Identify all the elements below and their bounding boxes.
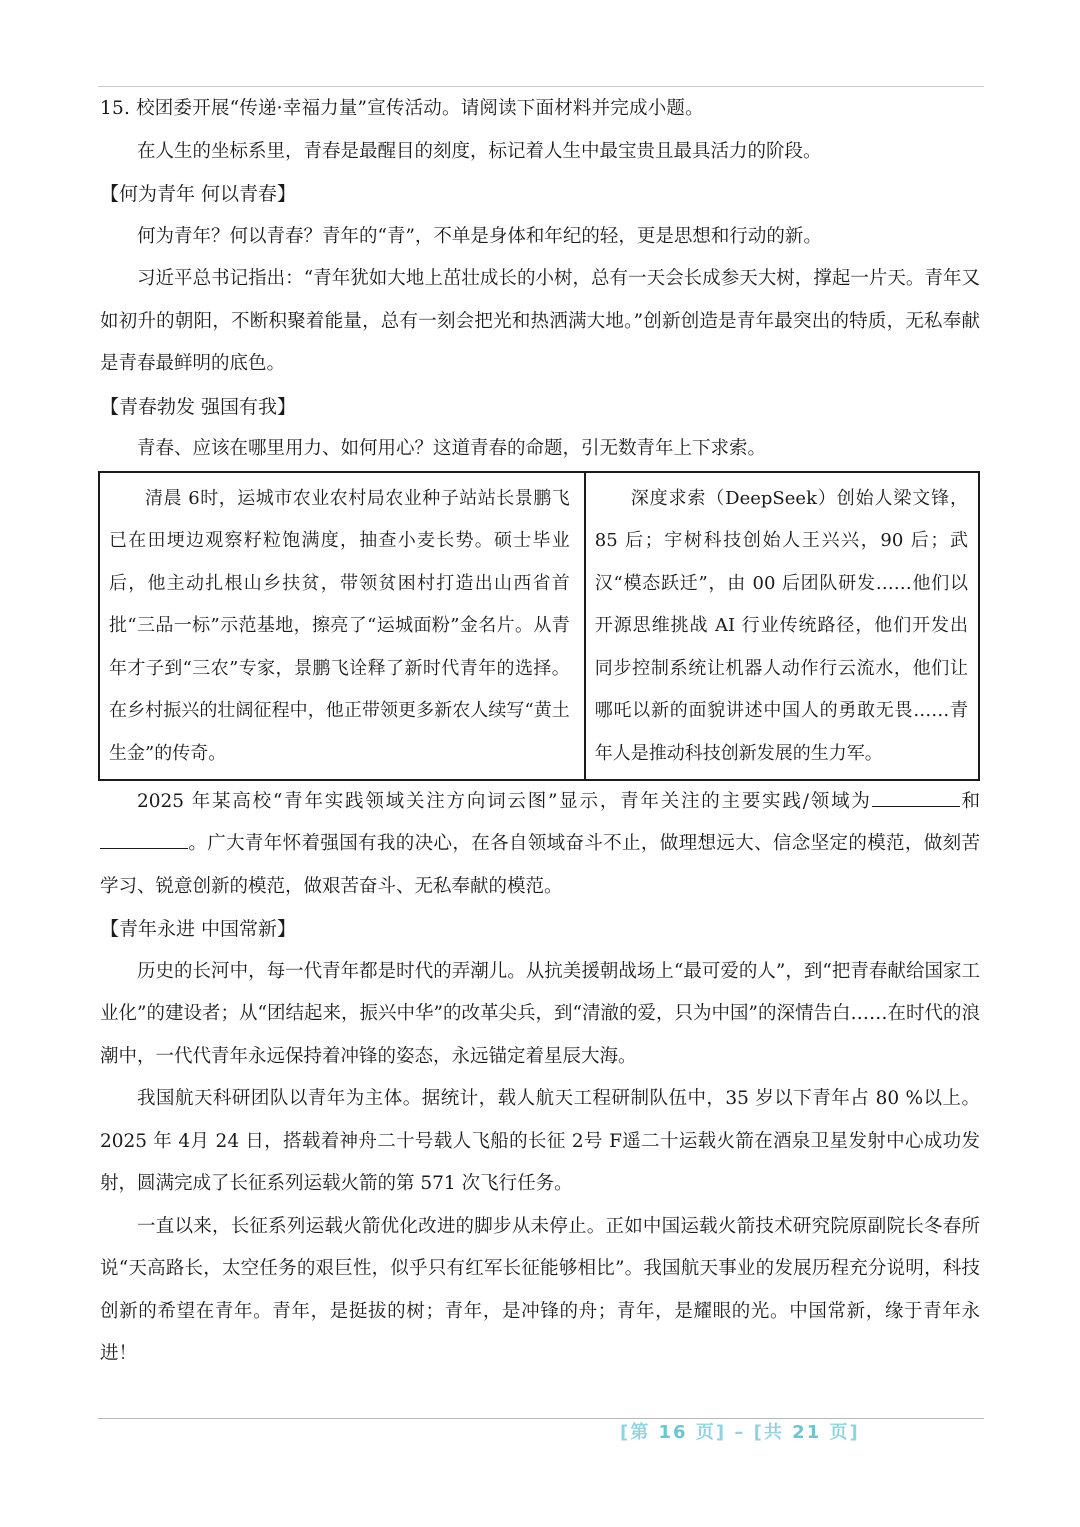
section1-paragraph-1: 何为青年？何以青春？青年的“青”，不单是身体和年纪的轻，更是思想和行动的新。 bbox=[137, 225, 822, 247]
header-rule bbox=[98, 86, 984, 87]
fill-blank-paragraph bbox=[100, 781, 980, 909]
section3-paragraph-2: 我国航天科研团队以青年为主体。据统计，载人航天工程研制队伍中，35 岁以下青年占 80 %以上。2025 年 4月 24 日，搭载着神舟二十号载人飞船的长征 2号 F遥二十运载火箭在酒泉卫星发射中心成功发射，圆满完成了长征系列运载火箭的第 571 次飞行任务。 bbox=[100, 1088, 980, 1194]
page-label-close: 页] bbox=[695, 1422, 727, 1443]
section-title-3: 【青年永进 中国常新】 bbox=[100, 918, 297, 940]
total-label-open: [共 bbox=[753, 1422, 784, 1443]
materials-table bbox=[98, 471, 980, 781]
page-label-open: [第 bbox=[620, 1422, 651, 1443]
question-intro: 在人生的坐标系里，青春是最醒目的刻度，标记着人生中最宝贵且最具活力的阶段。 bbox=[137, 140, 822, 162]
section3-paragraph-1: 历史的长河中，每一代青年都是时代的弄潮儿。从抗美援朝战场上“最可爱的人”，到“把青春献给国家工业化”的建设者；从“团结起来，振兴中华”的改革尖兵，到“清澈的爱，只为中国”的深情告白……在时代的浪潮中，一代代青年永远保持着冲锋的姿态，永远锚定着星辰大海。 bbox=[100, 960, 980, 1067]
question-header: 15. 校团委开展“传递·幸福力量”宣传活动。请阅读下面材料并完成小题。 bbox=[100, 98, 704, 119]
answer-blank-2[interactable] bbox=[100, 826, 188, 849]
section1-paragraph-2: 习近平总书记指出：“青年犹如大地上茁壮成长的小树，总有一天会长成参天大树，撑起一片天。青年又如初升的朝阳，不断积聚着能量，总有一刻会把光和热洒满大地。”创新创造是青年最突出的特质，无私奉献是青春最鲜明的底色。 bbox=[100, 268, 980, 374]
material-left-cell bbox=[100, 473, 586, 779]
page-separator: – bbox=[734, 1422, 746, 1443]
section-title-1: 【何为青年 何以青春】 bbox=[100, 183, 297, 205]
section-title-2: 【青春勃发 强国有我】 bbox=[100, 395, 297, 418]
fill-blank-conjunction: 和 bbox=[959, 790, 980, 812]
section3-paragraph-3: 一直以来，长征系列运载火箭优化改进的脚步从未停止。正如中国运载火箭技术研究院原副院长冬春所说“天高路长，太空任务的艰巨性，似乎只有红军长征能够相比”。我国航天事业的发展历程充分说明，科技创新的希望在青年。青年，是挺拔的树；青年，是冲锋的舟；青年，是耀眼的光。中国常新，缘于青年永进！ bbox=[100, 1215, 980, 1364]
page-number: 16 bbox=[658, 1422, 688, 1443]
total-label-close: 页] bbox=[829, 1422, 860, 1443]
answer-blank-1[interactable] bbox=[872, 784, 960, 807]
fill-blank-lead: 2025 年某高校“青年实践领域关注方向词云图”显示，青年关注的主要实践/领域为 bbox=[137, 790, 872, 812]
total-pages: 21 bbox=[792, 1422, 822, 1443]
page-footer bbox=[620, 1418, 860, 1448]
material-left-text: 清晨 6时，运城市农业农村局农业种子站站长景鹏飞已在田埂边观察籽粒饱满度，抽查小麦长势。硕士毕业后，他主动扎根山乡扶贫，带领贫困村打造出山西省首批“三品一标”示范基地，擦亮了“运城面粉”金名片。从青年才子到“三农”专家，景鹏飞诠释了新时代青年的选择。在乡村振兴的壮阔征程中，他正带领更多新农人续写“黄土生金”的传奇。 bbox=[109, 487, 570, 764]
page-content bbox=[100, 88, 980, 1376]
material-right-text: 深度求索（DeepSeek）创始人梁文锋，85 后；宇树科技创始人王兴兴，90 后；武汉“模态跃迁”，由 00 后团队研发……他们以开源思维挑战 AI 行业传统路径，他们开发出同步控制系统让机器人动作行云流水，他们让哪吒以新的面貌讲述中国人的勇敢无畏……青年人是推动科技创新发展的生力军。 bbox=[594, 487, 968, 764]
section2-paragraph-1: 青春、应该在哪里用力、如何用心？这道青春的命题，引无数青年上下求索。 bbox=[137, 438, 767, 459]
fill-blank-tail: 。广大青年怀着强国有我的决心，在各自领域奋斗不止，做理想远大、信念坚定的模范，做刻苦学习、锐意创新的模范，做艰苦奋斗、无私奉献的模范。 bbox=[100, 833, 980, 897]
material-right-cell bbox=[586, 473, 978, 779]
